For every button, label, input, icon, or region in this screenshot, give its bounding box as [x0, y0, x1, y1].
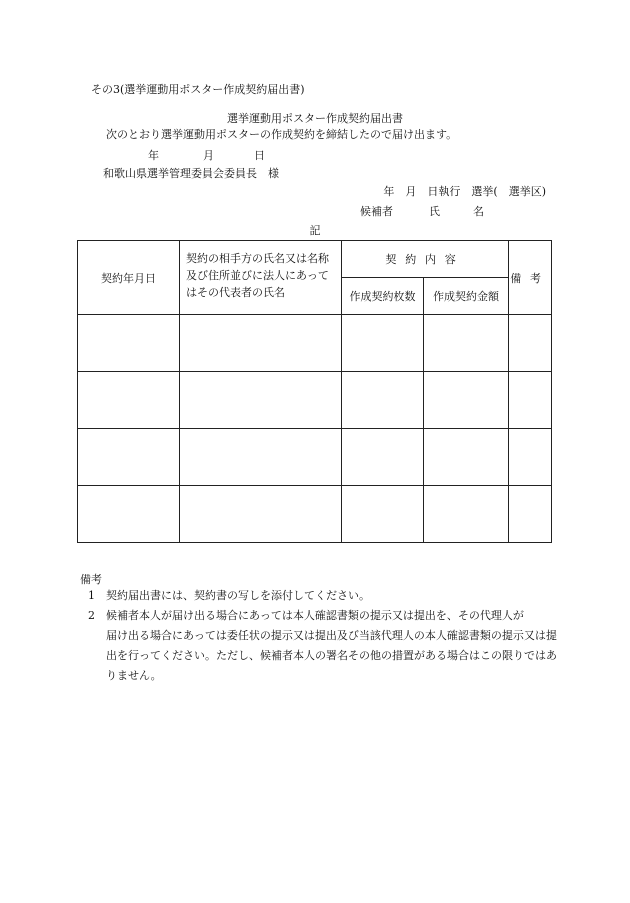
date-year-label: 年 — [148, 149, 159, 162]
submission-date — [148, 147, 265, 163]
cell-remarks[interactable] — [509, 315, 552, 372]
cell-contract-amount[interactable] — [424, 429, 509, 486]
note-text-continued: 届け出る場合にあっては委任状の提示又は提出及び当該代理人の本人確認書類の提示又は提出を行ってください。ただし、候補者本人の署名その他の措置がある場合はこの限りではありません。 — [106, 629, 557, 682]
document-title: 選挙運動用ポスター作成契約届出書 — [227, 112, 403, 125]
candidate-line — [360, 203, 484, 219]
cell-poster-count[interactable] — [342, 315, 424, 372]
contract-table — [77, 240, 552, 543]
cell-contract-date[interactable] — [78, 429, 180, 486]
cell-contract-party[interactable] — [180, 372, 342, 429]
note-number: 2 — [88, 609, 95, 622]
cell-remarks[interactable] — [509, 486, 552, 543]
cell-contract-date[interactable] — [78, 372, 180, 429]
form-number: その3(選挙運動用ポスター作成契約届出書) — [91, 83, 305, 96]
cell-poster-count[interactable] — [342, 429, 424, 486]
table-row — [78, 315, 552, 372]
cell-contract-amount[interactable] — [424, 486, 509, 543]
table-row — [78, 486, 552, 543]
cell-contract-date[interactable] — [78, 486, 180, 543]
cell-remarks[interactable] — [509, 372, 552, 429]
cell-poster-count[interactable] — [342, 372, 424, 429]
header-contract-contents: 契約内容 — [342, 241, 509, 278]
table-row — [78, 429, 552, 486]
note-text: 候補者本人が届け出る場合にあっては本人確認書類の提示又は提出を、その代理人が — [106, 609, 524, 622]
ki-heading: 記 — [309, 224, 321, 237]
header-contract-date: 契約年月日 — [78, 241, 180, 315]
cell-contract-party[interactable] — [180, 429, 342, 486]
cell-contract-party[interactable] — [180, 486, 342, 543]
note-item — [88, 586, 558, 606]
note-number: 1 — [88, 589, 95, 602]
cell-contract-party[interactable] — [180, 315, 342, 372]
cell-contract-amount[interactable] — [424, 372, 509, 429]
candidate-label: 候補者 — [360, 205, 393, 218]
election-line: 年 月 日執行 選挙( 選挙区) — [383, 185, 546, 198]
table-row — [78, 372, 552, 429]
intro-text: 次のとおり選挙運動用ポスターの作成契約を締結したので届け出ます。 — [106, 128, 458, 141]
cell-remarks[interactable] — [509, 429, 552, 486]
name-label: 氏 名 — [429, 205, 484, 218]
cell-contract-date[interactable] — [78, 315, 180, 372]
notes-title: 備考 — [80, 573, 102, 586]
cell-contract-amount[interactable] — [424, 315, 509, 372]
note-text: 契約届出書には、契約書の写しを添付してください。 — [106, 589, 370, 602]
cell-poster-count[interactable] — [342, 486, 424, 543]
header-contract-party: 契約の相手方の氏名又は名称及び住所並びに法人にあってはその代表者の氏名 — [180, 241, 342, 315]
date-month-label: 月 — [203, 149, 214, 162]
header-contract-amount: 作成契約金額 — [424, 278, 509, 315]
header-poster-count: 作成契約枚数 — [342, 278, 424, 315]
date-day-label: 日 — [254, 149, 265, 162]
header-remarks: 備考 — [509, 241, 552, 315]
addressee: 和歌山県選挙管理委員会委員長 様 — [103, 167, 279, 180]
note-item — [88, 606, 558, 686]
